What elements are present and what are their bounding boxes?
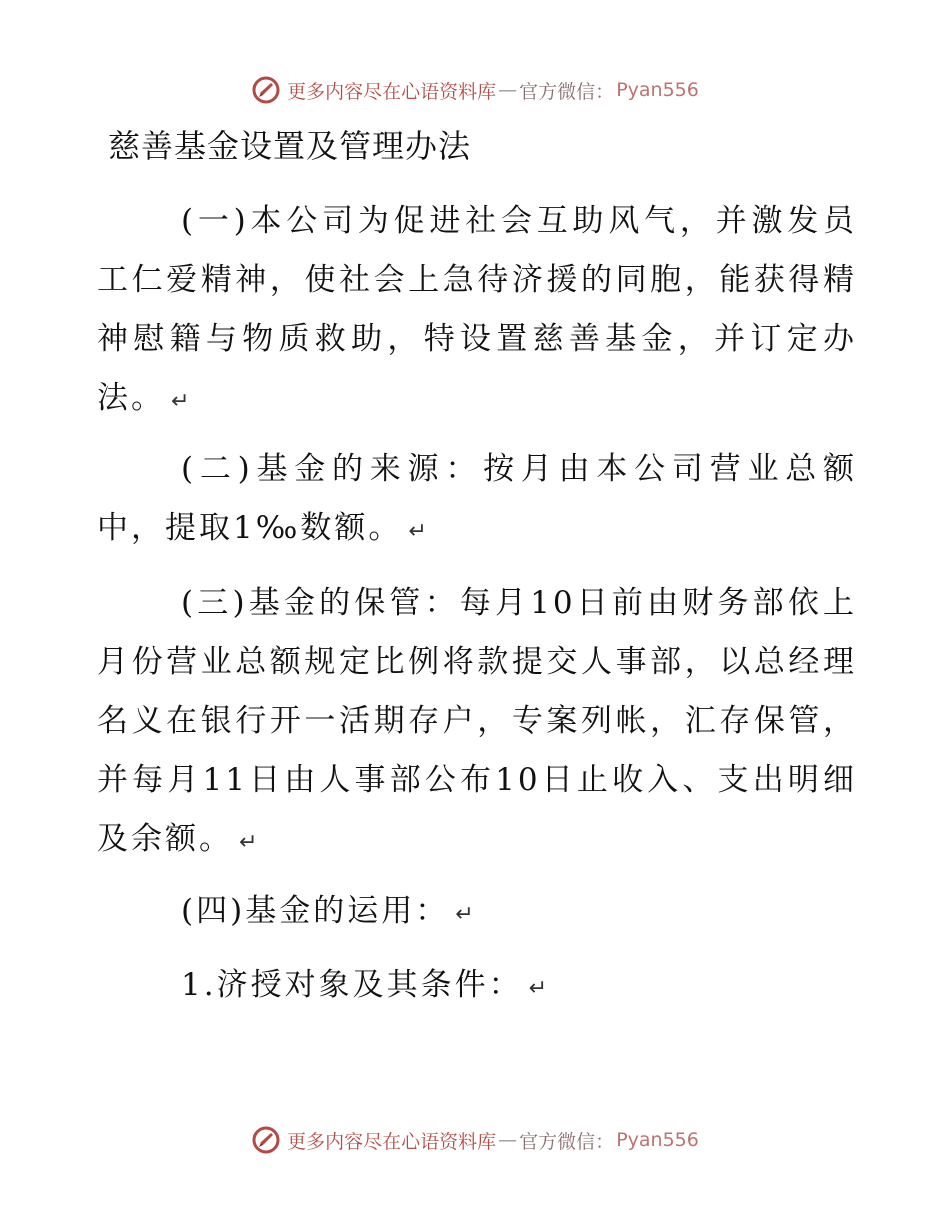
footer-watermark [0,1120,950,1160]
paragraph-4-text: (四)基金的运用： [181,893,450,929]
watermark-separator: — [498,1129,518,1151]
brand-logo-icon [251,1125,281,1155]
paragraph-3-text: (三)基金的保管：每月10日前由财务部依上月份营业总额规定比例将款提交人事部，以总经理名义在银行开一活期存户，专案列帐，汇存保管，并每月11日由人事部公布10日止收入、支出明细及余额。 [97,585,857,857]
paragraph-mark-icon: ↵ [455,902,474,927]
document-title: 慈善基金设置及管理办法 [108,127,472,165]
paragraph-4 [97,882,857,944]
paragraph-mark-icon: ↵ [528,976,548,1001]
paragraph-3 [97,574,857,872]
watermark-wechat-label: 官方微信： [519,1130,615,1153]
paragraph-1 [97,192,857,431]
header-watermark [0,70,950,110]
watermark-wechat-id: Pyan556 [616,1129,699,1151]
watermark-separator: — [498,79,518,101]
paragraph-1-text: (一)本公司为促进社会互助风气，并激发员工仁爱精神，使社会上急待济援的同胞，能获得精神慰籍与物质救助，特设置慈善基金，并订定办法。 [97,203,857,416]
paragraph-mark-icon: ↵ [408,519,427,544]
paragraph-2-text: (二)基金的来源：按月由本公司营业总额中，提取1‰数额。 [97,451,857,546]
paragraph-2 [97,440,857,561]
paragraph-mark-icon: ↵ [239,830,258,855]
paragraph-mark-icon: ↵ [171,389,190,414]
watermark-main-text: 更多内容尽在心语资料库 [287,1130,497,1153]
watermark-wechat-id: Pyan556 [616,79,699,101]
brand-logo-icon [251,75,281,105]
paragraph-5 [97,956,857,1018]
watermark-wechat-label: 官方微信： [519,80,615,103]
watermark-main-text: 更多内容尽在心语资料库 [287,80,497,103]
paragraph-5-text: 1.济授对象及其条件： [181,967,523,1003]
